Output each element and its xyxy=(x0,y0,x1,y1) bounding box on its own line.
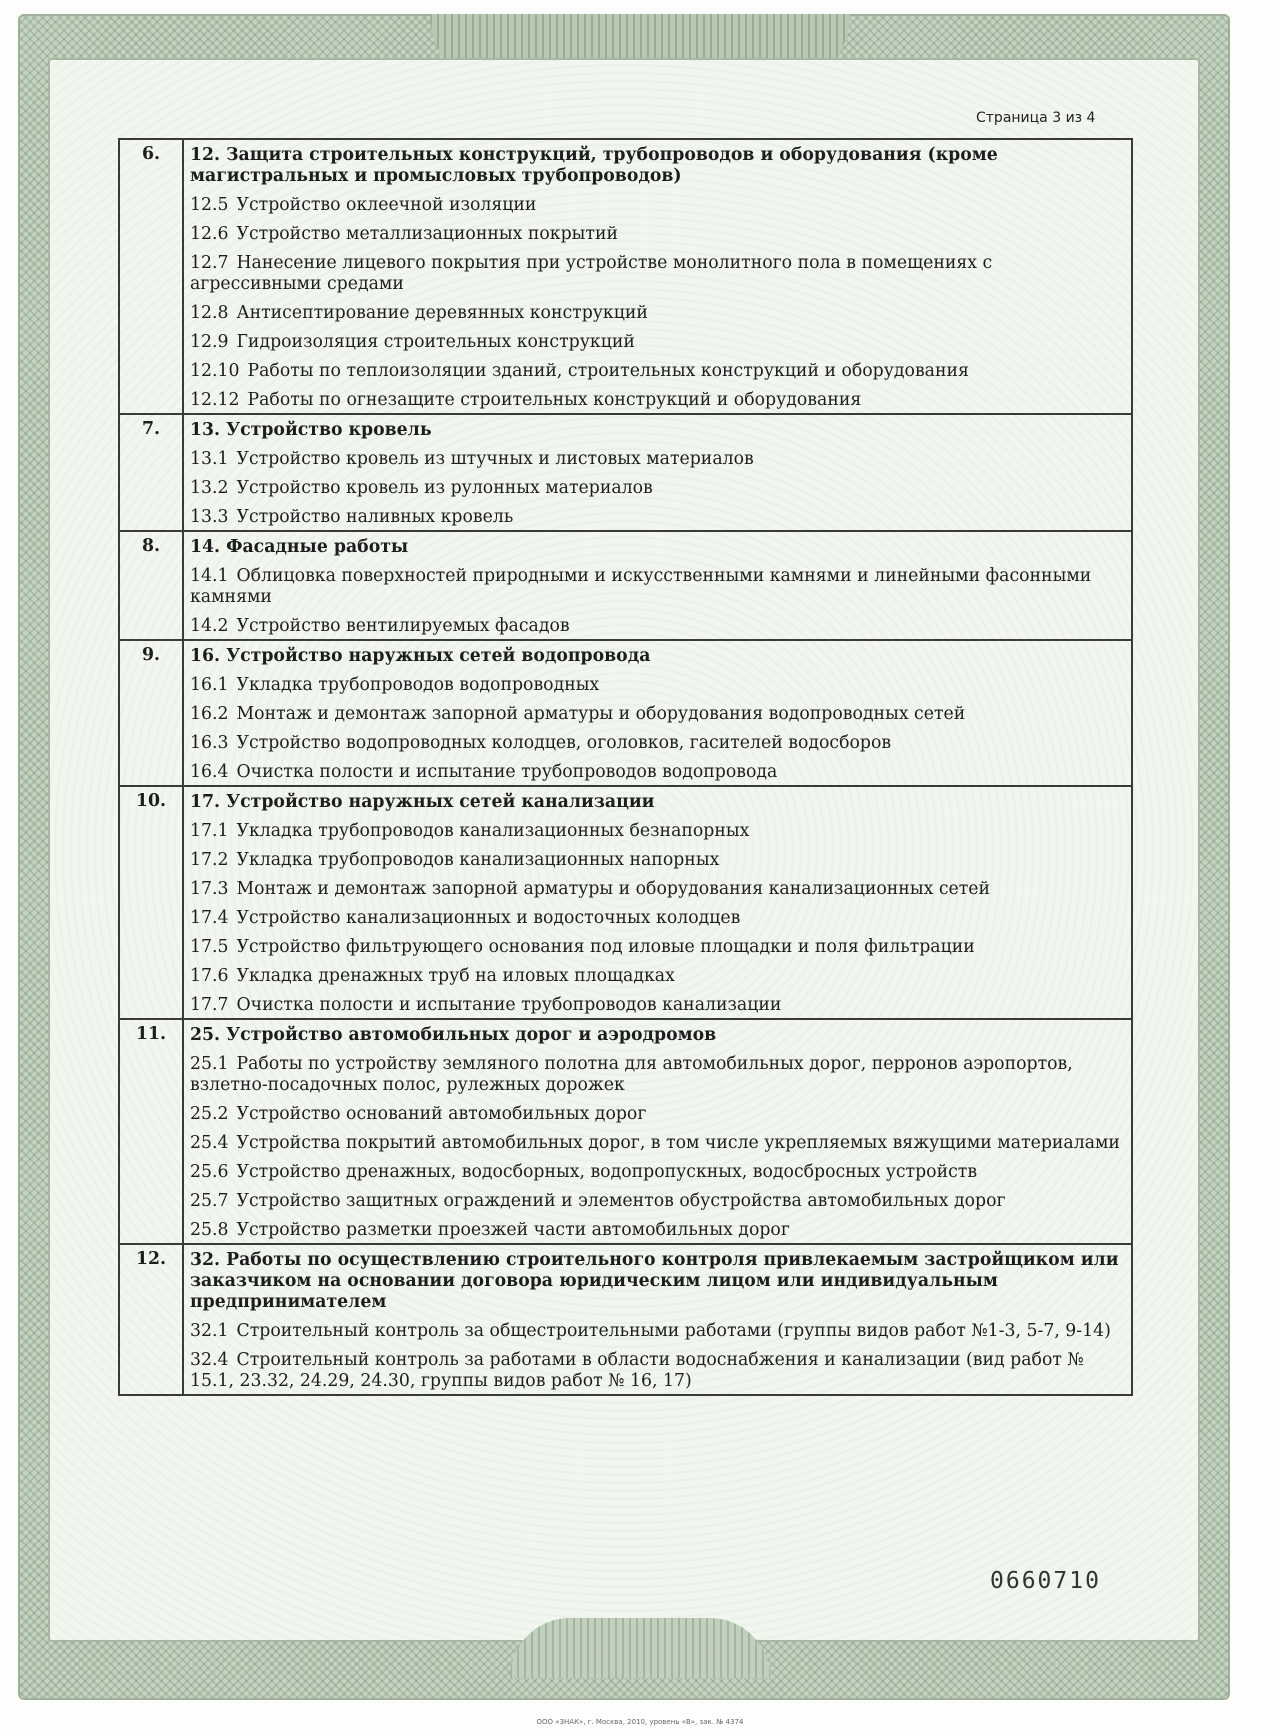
work-item xyxy=(190,478,1127,499)
work-item xyxy=(190,733,1127,754)
work-item-code: 17.1 xyxy=(190,821,229,841)
work-item-text: Устройство фильтрующего основания под иловые площадки и поля фильтрации xyxy=(236,937,975,957)
work-item-code: 25.4 xyxy=(190,1133,229,1153)
work-item xyxy=(190,224,1127,245)
work-item xyxy=(190,908,1127,929)
work-item-text: Строительный контроль за общестроительными работами (группы видов работ №1-3, 5-7, 9-14) xyxy=(236,1321,1111,1341)
work-item xyxy=(190,850,1127,871)
work-item-code: 12.9 xyxy=(190,332,229,352)
work-item-code: 25.6 xyxy=(190,1162,229,1182)
work-item-code: 25.2 xyxy=(190,1104,229,1124)
row-number: 6. xyxy=(119,139,183,414)
work-item-code: 13.2 xyxy=(190,478,229,498)
work-item-code: 12.7 xyxy=(190,253,229,273)
work-item-text: Очистка полости и испытание трубопроводов канализации xyxy=(236,995,782,1015)
work-item xyxy=(190,821,1127,842)
table-row xyxy=(119,139,1132,414)
work-item-text: Устройство канализационных и водосточных колодцев xyxy=(236,908,741,928)
bottom-ornament xyxy=(510,1618,770,1678)
work-group-cell xyxy=(183,414,1132,531)
work-group-cell xyxy=(183,1244,1132,1395)
work-item-text: Устройства покрытий автомобильных дорог, в том числе укрепляемых вяжущими материалами xyxy=(236,1133,1120,1153)
work-item-text: Нанесение лицевого покрытия при устройстве монолитного пола в помещениях с агрессивными средами xyxy=(190,253,993,294)
work-item-text: Устройство разметки проезжей части автомобильных дорог xyxy=(236,1220,790,1240)
work-item-code: 17.5 xyxy=(190,937,229,957)
work-item-text: Монтаж и демонтаж запорной арматуры и оборудования водопроводных сетей xyxy=(236,704,966,724)
work-item-code: 16.1 xyxy=(190,675,229,695)
table-row xyxy=(119,531,1132,640)
work-item-code: 13.3 xyxy=(190,507,229,527)
work-item-text: Гидроизоляция строительных конструкций xyxy=(236,332,635,352)
work-item xyxy=(190,195,1127,216)
work-item xyxy=(190,616,1127,637)
table-row xyxy=(119,1019,1132,1244)
work-item xyxy=(190,390,1127,411)
row-number: 12. xyxy=(119,1244,183,1395)
work-item xyxy=(190,332,1127,353)
work-item-text: Устройство дренажных, водосборных, водопропускных, водосбросных устройств xyxy=(236,1162,978,1182)
table-row xyxy=(119,1244,1132,1395)
work-group-title: 32. Работы по осуществлению строительного контроля привлекаемым застройщиком или заказчиком на основании договора юридическим лицом или индивидуальным предпринимателем xyxy=(190,1250,1119,1312)
work-item xyxy=(190,1191,1127,1212)
work-group-title: 14. Фасадные работы xyxy=(190,537,409,557)
works-table-body xyxy=(119,139,1132,1395)
work-item xyxy=(190,361,1127,382)
work-item-code: 14.2 xyxy=(190,616,229,636)
work-group-title: 17. Устройство наружных сетей канализации xyxy=(190,792,655,812)
work-item-text: Устройство наливных кровель xyxy=(236,507,514,527)
work-item xyxy=(190,1104,1127,1125)
work-item-code: 32.4 xyxy=(190,1350,229,1370)
work-item-code: 17.2 xyxy=(190,850,229,870)
work-item-code: 12.5 xyxy=(190,195,229,215)
work-item xyxy=(190,1220,1127,1241)
work-item-code: 14.1 xyxy=(190,566,229,586)
work-item-text: Устройство водопроводных колодцев, оголовков, гасителей водосборов xyxy=(236,733,892,753)
work-item xyxy=(190,1054,1127,1096)
work-item xyxy=(190,762,1127,783)
work-item-code: 25.8 xyxy=(190,1220,229,1240)
work-item-text: Устройство оклеечной изоляции xyxy=(236,195,537,215)
work-item xyxy=(190,1321,1127,1342)
work-item-code: 12.6 xyxy=(190,224,229,244)
work-item xyxy=(190,1350,1127,1392)
work-item-text: Укладка дренажных труб на иловых площадках xyxy=(236,966,675,986)
work-item-code: 16.3 xyxy=(190,733,229,753)
work-item-text: Монтаж и демонтаж запорной арматуры и оборудования канализационных сетей xyxy=(236,879,991,899)
row-number: 11. xyxy=(119,1019,183,1244)
work-item-text: Укладка трубопроводов водопроводных xyxy=(236,675,600,695)
work-item xyxy=(190,449,1127,470)
works-table xyxy=(118,138,1133,1396)
work-item-text: Устройство кровель из штучных и листовых материалов xyxy=(236,449,754,469)
work-item-text: Устройство оснований автомобильных дорог xyxy=(236,1104,647,1124)
work-item xyxy=(190,253,1127,295)
work-group-title: 13. Устройство кровель xyxy=(190,420,432,440)
work-item-text: Устройство металлизационных покрытий xyxy=(236,224,618,244)
work-item-text: Устройство вентилируемых фасадов xyxy=(236,616,570,636)
work-group-title: 16. Устройство наружных сетей водопровода xyxy=(190,646,651,666)
work-item-text: Строительный контроль за работами в области водоснабжения и канализации (вид работ № 15.1, 23.32, 24.29, 24.30, группы видов работ № 16, 17) xyxy=(190,1350,1084,1391)
row-number: 10. xyxy=(119,786,183,1019)
work-group-cell xyxy=(183,139,1132,414)
work-item xyxy=(190,995,1127,1016)
table-row xyxy=(119,640,1132,786)
work-item-code: 17.4 xyxy=(190,908,229,928)
work-item xyxy=(190,303,1127,324)
work-group-cell xyxy=(183,531,1132,640)
work-item xyxy=(190,1162,1127,1183)
table-row xyxy=(119,414,1132,531)
work-item-code: 16.4 xyxy=(190,762,229,782)
row-number: 9. xyxy=(119,640,183,786)
work-item-text: Устройство защитных ограждений и элементов обустройства автомобильных дорог xyxy=(236,1191,1006,1211)
work-item-code: 17.6 xyxy=(190,966,229,986)
work-item-code: 25.7 xyxy=(190,1191,229,1211)
work-group-cell xyxy=(183,640,1132,786)
printer-imprint: ООО «ЗНАК», г. Москва, 2010, уровень «В», зак. № 4374 xyxy=(536,1718,744,1726)
work-item-text: Работы по устройству земляного полотна для автомобильных дорог, перронов аэропортов, взлетно-посадочных полос, рулежных дорожек xyxy=(190,1054,1073,1095)
work-group-title: 12. Защита строительных конструкций, трубопроводов и оборудования (кроме магистральных и промысловых трубопроводов) xyxy=(190,145,998,186)
work-group-cell xyxy=(183,786,1132,1019)
work-item-code: 17.7 xyxy=(190,995,229,1015)
work-item-text: Антисептирование деревянных конструкций xyxy=(236,303,648,323)
work-item-code: 16.2 xyxy=(190,704,229,724)
table-row xyxy=(119,786,1132,1019)
work-item xyxy=(190,566,1127,608)
work-item-code: 12.8 xyxy=(190,303,229,323)
work-group-cell xyxy=(183,1019,1132,1244)
work-item-code: 32.1 xyxy=(190,1321,229,1341)
work-item xyxy=(190,879,1127,900)
work-item-text: Облицовка поверхностей природными и искусственными камнями и линейными фасонными камнями xyxy=(190,566,1092,607)
work-item-code: 17.3 xyxy=(190,879,229,899)
work-item-code: 25.1 xyxy=(190,1054,229,1074)
work-item xyxy=(190,966,1127,987)
page-number: Страница 3 из 4 xyxy=(976,110,1096,126)
work-item xyxy=(190,507,1127,528)
serial-number: 0660710 xyxy=(990,1568,1101,1594)
work-item-text: Укладка трубопроводов канализационных напорных xyxy=(236,850,720,870)
work-item xyxy=(190,675,1127,696)
work-item-code: 12.10 xyxy=(190,361,240,381)
work-item-text: Работы по теплоизоляции зданий, строительных конструкций и оборудования xyxy=(247,361,969,381)
work-item xyxy=(190,704,1127,725)
work-item xyxy=(190,1133,1127,1154)
work-group-title: 25. Устройство автомобильных дорог и аэродромов xyxy=(190,1025,717,1045)
work-item-code: 12.12 xyxy=(190,390,240,410)
work-item-text: Работы по огнезащите строительных конструкций и оборудования xyxy=(247,390,862,410)
work-item-code: 13.1 xyxy=(190,449,229,469)
row-number: 7. xyxy=(119,414,183,531)
work-item-text: Очистка полости и испытание трубопроводов водопровода xyxy=(236,762,778,782)
work-item-text: Устройство кровель из рулонных материалов xyxy=(236,478,653,498)
work-item xyxy=(190,937,1127,958)
work-item-text: Укладка трубопроводов канализационных безнапорных xyxy=(236,821,750,841)
row-number: 8. xyxy=(119,531,183,640)
